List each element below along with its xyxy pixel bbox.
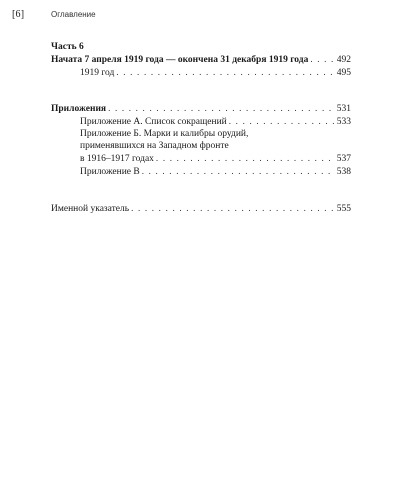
- toc-entry-title: Приложение В: [80, 167, 140, 177]
- toc-entry-page: 537: [336, 154, 351, 164]
- toc-entry-1919[interactable]: [51, 66, 351, 79]
- toc-entry-title-line: применявшихся на Западном фронте: [80, 141, 229, 151]
- leader-dots: [310, 53, 334, 65]
- running-head: Оглавление: [51, 10, 96, 19]
- page-number: [6]: [12, 9, 25, 20]
- toc-entry-title: Приложение А. Список сокращений: [80, 117, 227, 127]
- leader-dots: [156, 152, 335, 164]
- toc-entry-appendix-b[interactable]: [51, 128, 351, 165]
- leader-dots: [116, 66, 334, 78]
- toc-entry-part6-chapter[interactable]: [51, 53, 351, 66]
- toc-entry-title: Начата 7 апреля 1919 года — окончена 31 декабря 1919 года: [51, 55, 309, 65]
- part-6-heading: Часть 6: [51, 42, 84, 52]
- toc-entry-appendix-a[interactable]: [51, 115, 351, 128]
- toc-entry-name-index[interactable]: [51, 202, 351, 215]
- leader-dots: [108, 102, 335, 114]
- toc-entry-page: 492: [336, 55, 351, 65]
- leader-dots: [131, 202, 335, 214]
- toc-entry-page: 531: [336, 104, 351, 114]
- toc-entry-page: 555: [336, 204, 351, 214]
- leader-dots: [229, 115, 335, 127]
- toc-entry-title: Приложения: [51, 104, 107, 114]
- toc-entry-title: 1919 год: [80, 68, 115, 78]
- toc-entry-page: 533: [336, 117, 351, 127]
- toc-entry-title-line: Приложение Б. Марки и калибры орудий,: [80, 129, 249, 139]
- toc-entry-appendices[interactable]: [51, 102, 351, 115]
- toc-entry-title-line: в 1916–1917 годах: [80, 154, 154, 164]
- table-of-contents: [51, 41, 351, 215]
- toc-entry-appendix-v[interactable]: [51, 165, 351, 178]
- toc-entry-page: 538: [336, 167, 351, 177]
- leader-dots: [142, 165, 335, 177]
- toc-entry-title: Именной указатель: [51, 204, 130, 214]
- toc-entry-page: 495: [336, 68, 351, 78]
